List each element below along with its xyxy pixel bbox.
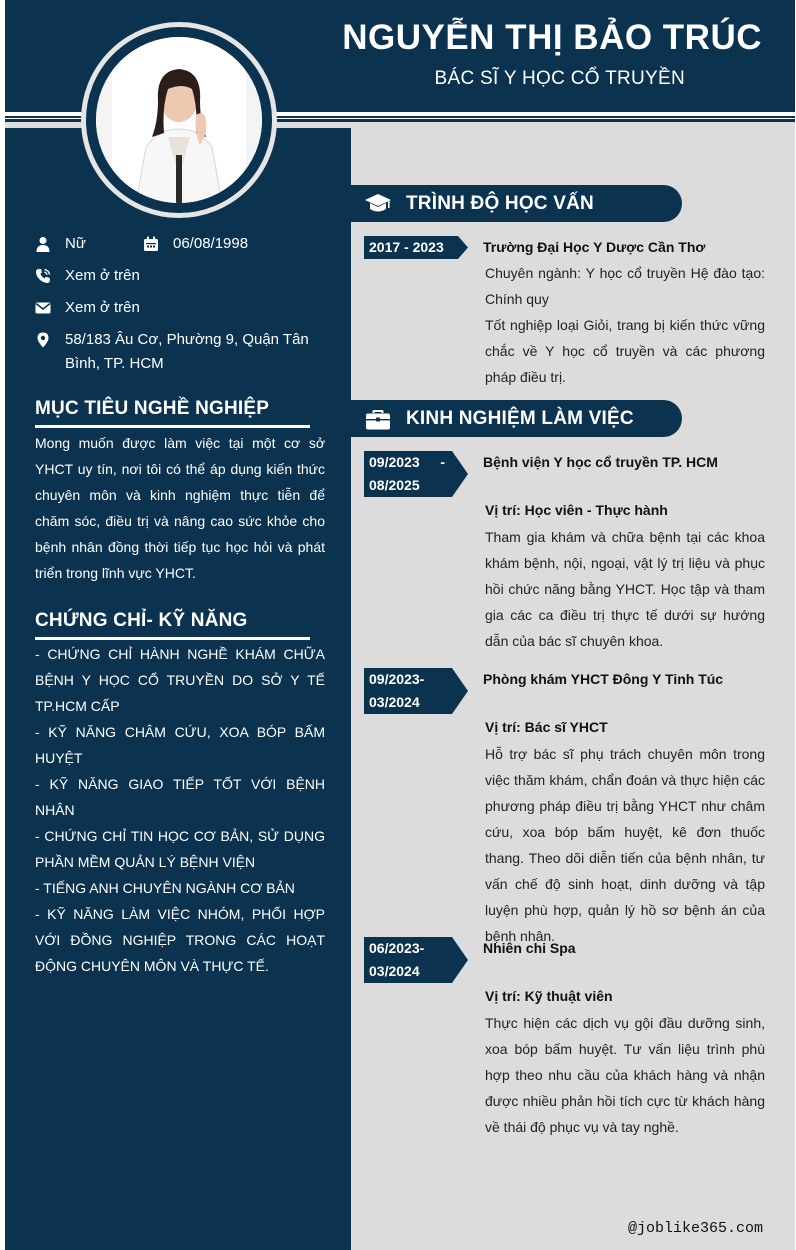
job-description: Hỗ trợ bác sĩ phụ trách chuyên môn trong việc thăm khám, chẩn đoán và thực hiện các phương pháp điều trị bằng YHCT như châm cứu, xoa bóp bấm huyệt, kê đơn thuốc thang. Theo dõi diễn tiến của bệnh nhân, tư vấn chế độ sinh hoạt, dinh dưỡng và tập luyện phù hợp, quản lý hồ sơ bệnh án của bệnh nhân.: [485, 746, 765, 944]
date-tag-arrow: [450, 451, 468, 497]
education-period-text: 2017 - 2023: [369, 239, 444, 255]
job-description: Thực hiện các dịch vụ gội đầu dưỡng sinh, xoa bóp bấm huyệt. Tư vấn liệu trình phù hợp theo nhu cầu của khách hàng và nhận được nhiều phản hồi tích cực từ khách hàng về thái độ phục vụ và tay nghề.: [485, 1015, 765, 1135]
location-pin-icon: [35, 328, 65, 352]
skill-item: - TIẾNG ANH CHUYÊN NGÀNH CƠ BẢN: [35, 880, 295, 896]
objective-text: Mong muốn được làm việc tại một cơ sở YHCT uy tín, nơi tôi có thể áp dụng kiến thức chuyên môn và kinh nghiệm thực tiễn để chăm sóc, điều trị và nâng cao sức khỏe cho bệnh nhân đồng thời tiếp tục học hỏi và phát triển trong lĩnh vực YHCT.: [35, 435, 325, 581]
skill-item: - CHỨNG CHỈ HÀNH NGHỀ KHÁM CHỮA BỆNH Y HỌC CỔ TRUYỀN DO SỞ Y TẾ TP.HCM CẤP: [35, 646, 325, 714]
job-period: [364, 937, 450, 983]
profile-photo: [96, 37, 262, 203]
job-company: Nhiên chi Spa: [483, 940, 576, 956]
skills-heading: CHỨNG CHỈ- KỸ NĂNG: [35, 610, 248, 631]
job-period-start: 06/2023-: [369, 940, 425, 956]
briefcase-icon: [364, 405, 392, 433]
address-row: [35, 328, 335, 376]
job-description: Tham gia khám và chữa bệnh tại các khoa khám bệnh, nội, ngoại, vật lý trị liệu và phục hồi chức năng bằng YHCT. Học tập và tham gia các ca điều trị thực tế dưới sự hướng dẫn của bác sĩ chuyên khoa.: [485, 529, 765, 649]
birthdate-value: 06/08/1998: [173, 235, 249, 252]
education-note: Tốt nghiệp loại Giỏi, trang bị kiến thức vững chắc về Y học cổ truyền và các phương pháp điều trị.: [485, 317, 765, 385]
job-company: Bệnh viện Y học cổ truyền TP. HCM: [483, 454, 718, 470]
skill-item: - KỸ NĂNG LÀM VIỆC NHÓM, PHỐI HỢP VỚI ĐỒNG NGHIỆP TRONG CÁC HOẠT ĐỘNG CHUYÊN MÔN VÀ THỰC TẾ.: [35, 906, 325, 974]
skill-item: - CHỨNG CHỈ TIN HỌC CƠ BẢN, SỬ DỤNG PHẦN MỀM QUẢN LÝ BỆNH VIỆN: [35, 828, 325, 870]
job-period-end: 08/2025: [369, 477, 420, 493]
envelope-icon: [35, 296, 65, 320]
job-period-start: 09/2023: [369, 454, 420, 470]
skills-rule: [35, 637, 310, 640]
gender-row: [35, 232, 86, 256]
objective-heading: MỤC TIÊU NGHỀ NGHIỆP: [35, 398, 270, 419]
email-row: [35, 296, 140, 320]
phone-row: [35, 264, 140, 288]
job-period: [364, 668, 450, 714]
date-tag-arrow: [450, 668, 468, 714]
job-period-start: 09/2023-: [369, 671, 425, 687]
gender-value: Nữ: [65, 235, 86, 252]
profile-photo-frame: [81, 22, 277, 218]
cv-page: [5, 0, 795, 1250]
birthdate-row: [143, 232, 248, 256]
candidate-role: BÁC SĨ Y HỌC CỔ TRUYỀN: [434, 68, 685, 89]
job-period-dash: -: [440, 454, 445, 470]
job-position: Vị trí: Bác sĩ YHCT: [485, 719, 608, 735]
candidate-name: NGUYỄN THỊ BẢO TRÚC: [342, 18, 762, 57]
calendar-icon: [143, 232, 173, 256]
education-period: [364, 236, 450, 259]
date-tag-arrow: [450, 236, 468, 259]
job-company: Phòng khám YHCT Đông Y Tinh Túc: [483, 671, 724, 687]
watermark-text: @joblike365.com: [627, 1220, 763, 1237]
email-value: Xem ở trên: [65, 299, 140, 316]
address-value: 58/183 Âu Cơ, Phường 9, Quận Tân Bình, TP. HCM: [65, 331, 309, 372]
job-period-end: 03/2024: [369, 694, 420, 710]
skill-item: - KỸ NĂNG GIAO TIẾP TỐT VỚI BỆNH NHÂN: [35, 776, 325, 818]
education-major: Chuyên ngành: Y học cổ truyền Hệ đào tạo: Chính quy: [485, 265, 765, 307]
job-position: Vị trí: Học viên - Thực hành: [485, 502, 668, 518]
date-tag-arrow: [450, 937, 468, 983]
education-school: Trường Đại Học Y Dược Cần Thơ: [483, 239, 706, 255]
graduation-cap-icon: [364, 190, 392, 218]
phone-value: Xem ở trên: [65, 267, 140, 284]
skills-list: [35, 641, 325, 979]
experience-banner: [351, 400, 682, 437]
job-position: Vị trí: Kỹ thuật viên: [485, 988, 613, 1004]
job-period: [364, 451, 450, 497]
phone-icon: [35, 264, 65, 288]
skill-item: - KỸ NĂNG CHÂM CỨU, XOA BÓP BẤM HUYỆT: [35, 724, 325, 766]
job-period-end: 03/2024: [369, 963, 420, 979]
education-title: TRÌNH ĐỘ HỌC VẤN: [406, 192, 594, 214]
objective-rule: [35, 425, 310, 428]
education-banner: [351, 185, 682, 222]
user-icon: [35, 232, 65, 256]
experience-title: KINH NGHIỆM LÀM VIỆC: [406, 407, 634, 429]
